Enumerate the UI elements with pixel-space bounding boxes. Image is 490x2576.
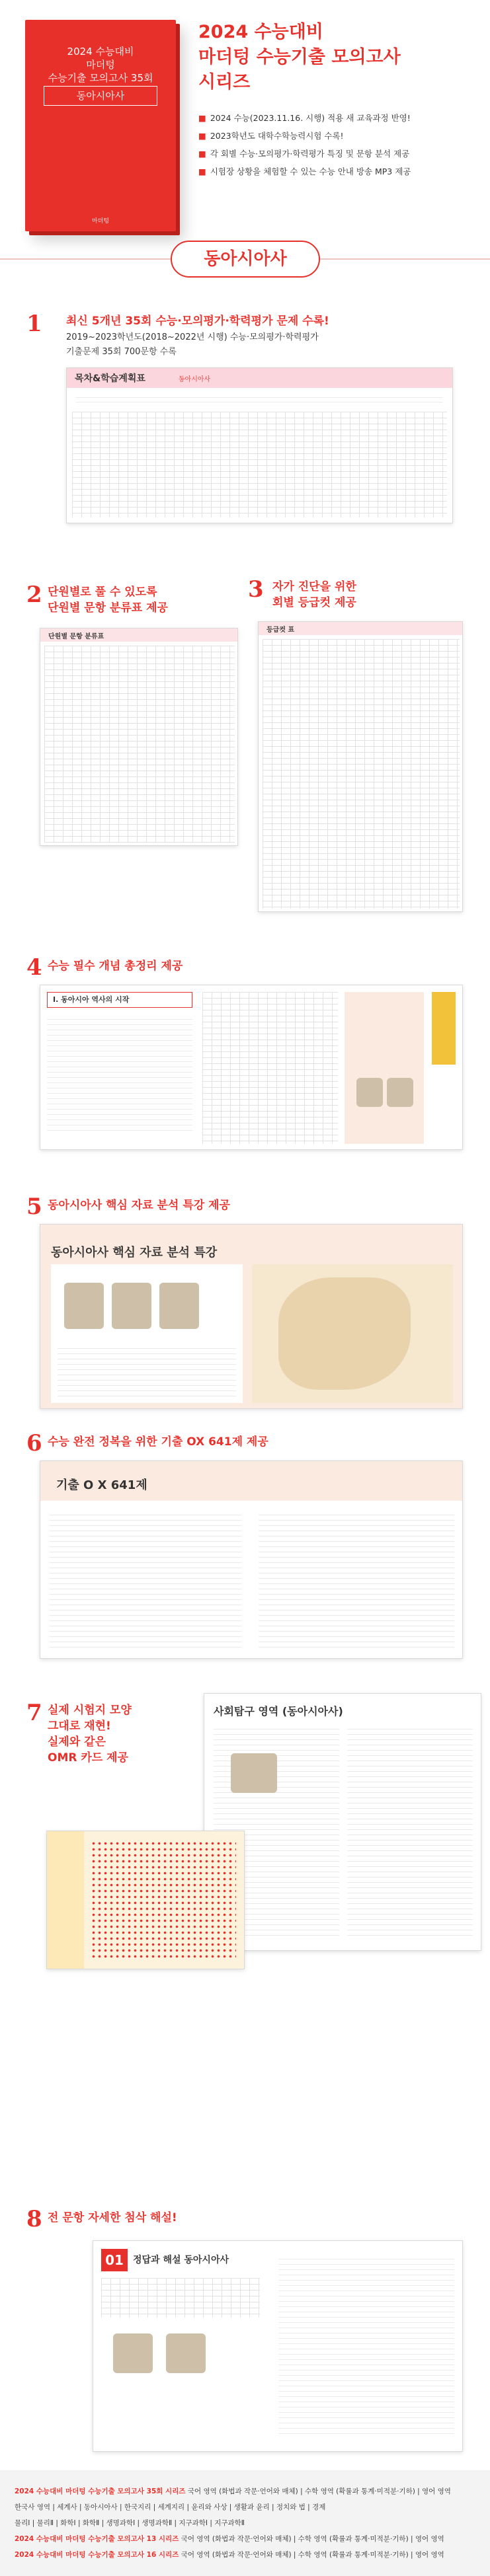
section-number: 7: [26, 1700, 42, 1726]
feature-text: 시험장 상황을 체험할 수 있는 수능 안내 방송 MP3 제공: [210, 167, 411, 176]
section-number: 2: [26, 582, 42, 608]
section-title: [48, 1702, 132, 1766]
section-number: 6: [26, 1430, 42, 1457]
subject-banner: 동아시아사: [171, 241, 320, 278]
square-bullet-icon: ■: [198, 149, 206, 159]
footer-text: 국어 영역 (화법과 작문·언어와 매체) | 수학 영역 (확률과 통계·미적분·기하) | 영어 영역: [181, 2551, 444, 2559]
ox-questions-left: [50, 1510, 241, 1648]
artifact-image: [112, 1283, 151, 1329]
footer-line: 한국사 영역 | 세계사 | 동아시아사 | 한국지리 | 세계지리 | 윤리와 사상 | 생활과 윤리 | 정치와 법 | 경제: [15, 2503, 326, 2511]
section-title: [272, 579, 356, 611]
ox-questions-right: [259, 1510, 454, 1648]
analysis-text: [58, 1344, 236, 1396]
section-subtitle-line: 기출문제 35회 700문항 수록: [66, 347, 177, 357]
book-line-2: 마더텅: [86, 59, 115, 71]
footer-series-title: 2024 수능대비 마더텅 수능기출 모의고사 13 시리즈: [15, 2535, 179, 2543]
classification-card-title: 단원별 문항 분류표: [40, 628, 237, 642]
feature-text: 2024 수능(2023.11.16. 시행) 적용 새 교육과정 반영!: [210, 113, 411, 123]
section-title: 전 문항 자세한 첨삭 해설!: [48, 2211, 177, 2224]
toc-table: [72, 412, 447, 517]
omr-card: [46, 1831, 245, 1969]
answer-card-title: 정답과 해설 동아시아사: [133, 2255, 229, 2265]
section-title: 수능 필수 개념 총정리 제공: [48, 960, 183, 973]
section-subtitle-line: 2019~2023학년도(2018~2022년 시행) 수능·모의평가·학력평가: [66, 332, 319, 342]
section-number: 3: [248, 576, 264, 603]
footer-text: 국어 영역 (화법과 작문·언어와 매체) | 수학 영역 (확률과 통계·미적분·기하) | 영어 영역: [181, 2535, 444, 2543]
toc-card-tag: 동아시아사: [178, 375, 211, 383]
answer-card-number: 01: [101, 2249, 128, 2271]
artifact-image: [64, 1283, 104, 1329]
book-line-1: 2024 수능대비: [67, 46, 134, 57]
feature-text: 각 회별 수능·모의평가·학력평가 특징 및 문항 분석 제공: [210, 149, 410, 159]
artifact-image: [231, 1753, 277, 1793]
grade-cut-card: [258, 621, 463, 912]
grade-cut-card-title: 등급컷 표: [259, 622, 462, 635]
section-title: 수능 완전 정복을 위한 기출 OX 641제 제공: [48, 1435, 268, 1449]
footer-text: 국어 영역 (화법과 작문·언어와 매체) | 수학 영역 (확률과 통계·미적분·기하) | 영어 영역: [187, 2487, 451, 2495]
section-title-line: OMR 카드 제공: [48, 1751, 128, 1764]
ox-card: [40, 1460, 463, 1659]
exam-questions-right: [347, 1724, 473, 1936]
analysis-card-title: 동아시아사 핵심 자료 분석 특강: [51, 1246, 218, 1260]
classification-table: [44, 646, 235, 843]
section-number: 1: [26, 311, 42, 337]
footer-series-title: 2024 수능대비 마더텅 수능기출 모의고사 16 시리즈: [15, 2551, 179, 2559]
square-bullet-icon: ■: [198, 113, 206, 123]
hero-title-line-2: 마더텅 수능기출 모의고사: [198, 47, 401, 67]
concept-sidebar: [345, 992, 424, 1144]
hero-title-line-3: 시리즈: [198, 72, 251, 93]
feature-item: [198, 145, 483, 163]
section-number: 8: [26, 2206, 42, 2232]
footer-line: 물리Ⅰ | 물리Ⅱ | 화학Ⅰ | 화학Ⅱ | 생명과학Ⅰ | 생명과학Ⅱ | 지구과학Ⅰ | 지구과학Ⅱ: [15, 2519, 245, 2527]
concept-table: [202, 992, 338, 1144]
section-title-line: 실제와 같은: [48, 1735, 106, 1749]
feature-item: [198, 127, 483, 145]
book-subject-box: 동아시아사: [44, 86, 157, 106]
map-region: [278, 1277, 411, 1390]
answer-explanation: [278, 2254, 454, 2434]
analysis-left-panel: [51, 1264, 243, 1403]
book-publisher: 마더텅: [91, 218, 110, 225]
section-title: [48, 584, 168, 616]
classification-card: [40, 628, 238, 846]
hero-title: [198, 20, 476, 95]
book-line-3: 수능기출 모의고사 35회: [48, 72, 153, 84]
artifact-image: [356, 1078, 383, 1107]
answer-table: [101, 2278, 260, 2318]
grade-cut-table: [263, 639, 460, 909]
series-footer: [0, 2470, 490, 2576]
section-number: 5: [26, 1193, 42, 1220]
analysis-card: [40, 1224, 463, 1409]
section-title-line: 실제 시험지 모양: [48, 1704, 132, 1717]
feature-list: [198, 109, 483, 180]
square-bullet-icon: ■: [198, 167, 206, 176]
book-cover: [25, 20, 176, 231]
concept-text-left: [47, 1014, 192, 1131]
omr-bubbles: [91, 1840, 236, 1961]
artifact-image: [113, 2333, 153, 2373]
hero-title-line-1: 2024 수능대비: [198, 22, 323, 42]
artifact-image: [166, 2333, 206, 2373]
section-title-line: 단원별로 풀 수 있도록: [48, 586, 157, 599]
section-title-line: 단원별 문항 분류표 제공: [48, 601, 168, 615]
artifact-image: [159, 1283, 199, 1329]
footer-line: [15, 2483, 475, 2499]
section-subtitle: [66, 330, 463, 360]
section-title-line: 자가 진단을 위한: [272, 580, 356, 593]
artifact-image: [387, 1078, 413, 1107]
section-title-line: 그대로 재현!: [48, 1720, 111, 1733]
answer-card: [93, 2240, 463, 2452]
feature-item: [198, 163, 483, 180]
footer-line: [15, 2547, 475, 2563]
toc-card-header: [67, 368, 452, 388]
book-cover-title: [25, 45, 176, 85]
map-panel: [252, 1264, 453, 1403]
tab-marker: [432, 992, 456, 1065]
footer-line: [15, 2531, 475, 2547]
section-number: 4: [26, 954, 42, 981]
footer-series-title: 2024 수능대비 마더텅 수능기출 모의고사 35회 시리즈: [15, 2487, 186, 2495]
section-title: 동아시아사 핵심 자료 분석 특강 제공: [48, 1199, 230, 1212]
section-title-line: 회별 등급컷 제공: [272, 596, 356, 609]
ox-card-title: 기출 O X 641제: [56, 1478, 147, 1492]
exam-paper-title: 사회탐구 영역 (동아시아사): [214, 1705, 343, 1718]
concept-card: [40, 985, 463, 1150]
square-bullet-icon: ■: [198, 131, 206, 141]
omr-header-strip: [47, 1831, 84, 1969]
feature-text: 2023학년도 대학수학능력시험 수록!: [210, 131, 344, 141]
concept-card-title: Ⅰ. 동아시아 역사의 시작: [47, 992, 192, 1008]
exam-paper-card: [204, 1693, 481, 1951]
section-title: 최신 5개년 35회 수능·모의평가·학력평가 문제 수록!: [66, 315, 329, 328]
toc-card-title: 목차&학습계획표: [75, 373, 145, 384]
feature-item: [198, 109, 483, 127]
toc-card: [66, 367, 453, 523]
toc-card-body: [67, 388, 452, 408]
